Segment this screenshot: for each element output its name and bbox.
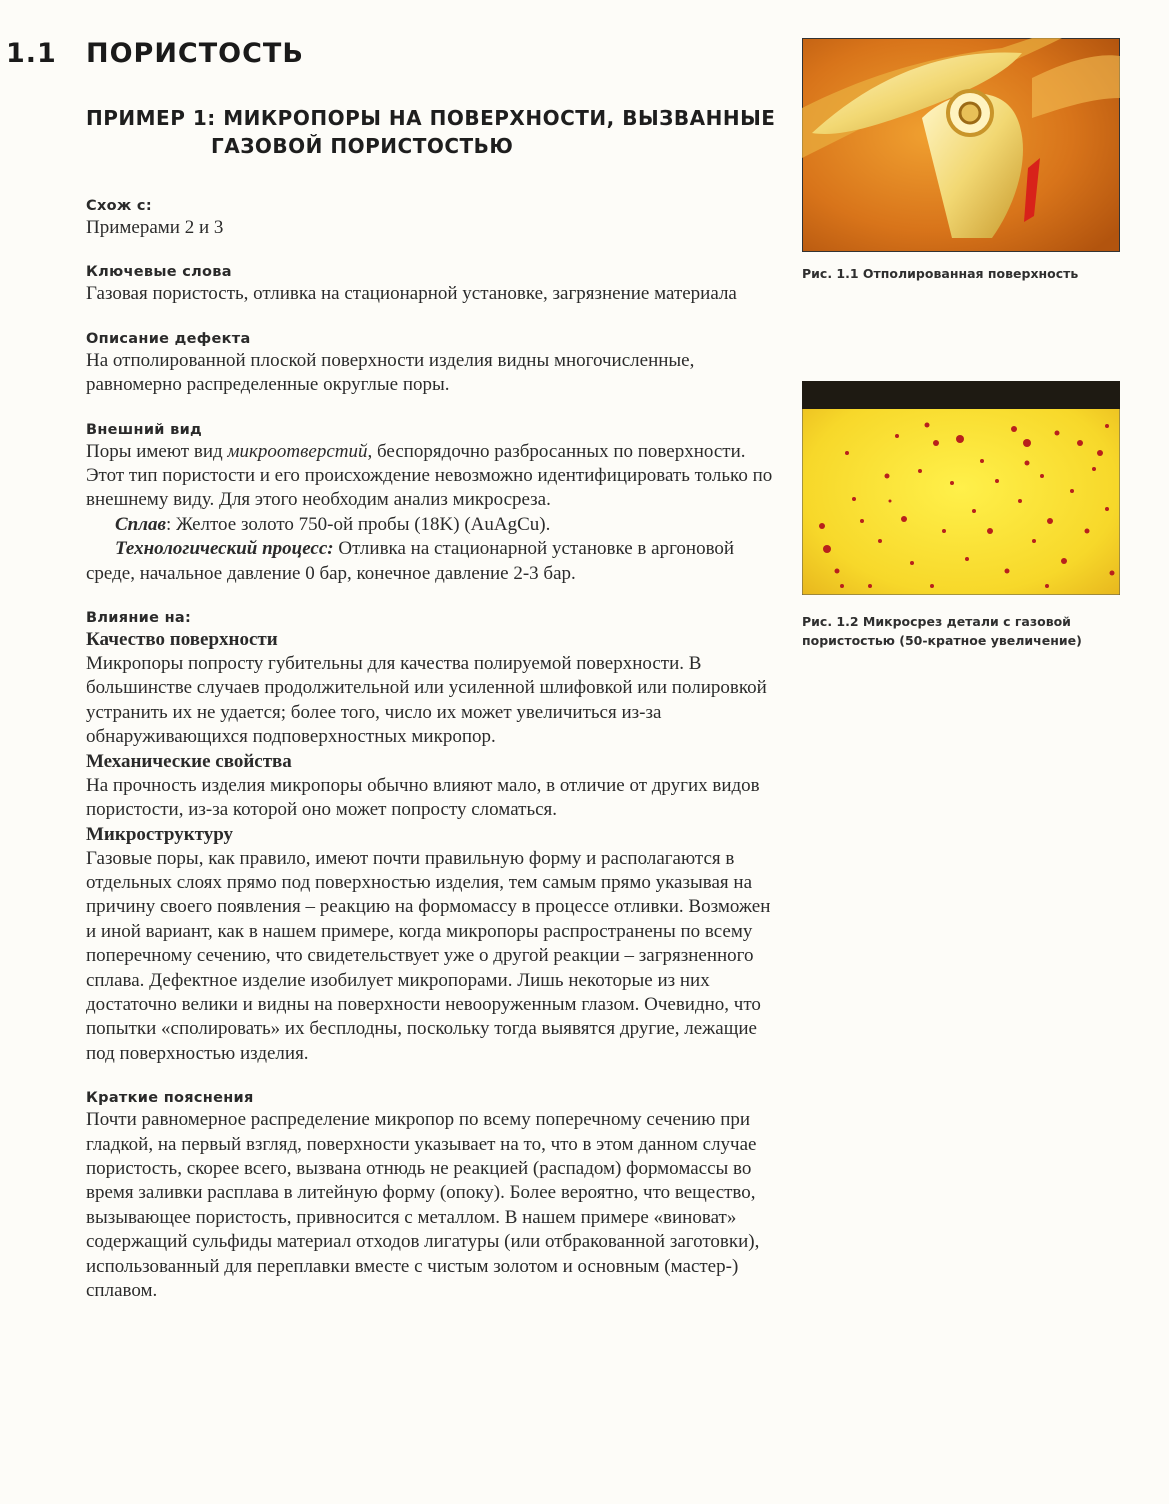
example-title-line2: ГАЗОВОЙ ПОРИСТОСТЬЮ (211, 134, 514, 158)
example-title-line1: ПРИМЕР 1: МИКРОПОРЫ НА ПОВЕРХНОСТИ, ВЫЗВАННЫЕ (86, 106, 776, 130)
figure-2-caption: Рис. 1.2 Микросрез детали с газовой пористостью (50-кратное увеличение) (802, 614, 1082, 648)
example-title (86, 104, 786, 160)
description-heading: Описание дефекта (86, 330, 251, 347)
keywords-text: Газовая пористость, отливка на стационарной установке, загрязнение материала (86, 283, 737, 305)
process-line (86, 537, 776, 586)
alloy-text: : Желтое золото 750-ой пробы (18K) (AuAgCu). (165, 513, 551, 535)
appearance-text-italic: микроотверстий (227, 440, 368, 462)
main-text (86, 196, 776, 1303)
similar-heading: Схож с: (86, 198, 152, 214)
process-label: Технологический процесс: (115, 538, 334, 560)
mechanical-text: На прочность изделия микропоры обычно влияют мало, в отличие от других видов пористости, из-за которой оно может попросту сломаться. (86, 774, 760, 821)
summary-heading: Краткие пояснения (86, 1090, 254, 1107)
appearance-text-a: Поры имеют вид (86, 440, 228, 462)
appearance-heading: Внешний вид (86, 421, 203, 438)
mechanical-heading: Механические свойства (86, 750, 292, 772)
surface-text: Микропоры попросту губительны для качества полируемой поверхности. В большинстве случаев продолжительной или усиленной шлифовкой или полировкой устранить их не удается; более того, число их может увеличиться из-за обнаруживающихся подповерхностных микропор. (86, 653, 767, 748)
alloy-line (86, 513, 776, 537)
summary-text: Почти равномерное распределение микропор по всему поперечному сечению при гладкой, на первый взгляд, поверхности указывает на то, что в этом данном случае пористость, скорее всего, вызвана отнюдь не реакцией (распадом) формомассы во время заливки расплава в литейную форму (опоку). Более вероятно, что вещество, вызывающее пористость, привносится с металлом. В нашем примере «виноват» содержащий сульфиды материал отходов лигатуры (или отбракованной заготовки), использованный для переплавки вместе с чистым золотом и основным (мастер-) сплавом. (86, 1109, 760, 1301)
section-number: 1.1 (6, 38, 57, 69)
figure-1-polished-surface-photo (802, 38, 1120, 252)
description-text: На отполированной плоской поверхности изделия видны многочисленные, равномерно распределенные округлые поры. (86, 349, 695, 396)
section-title: ПОРИСТОСТЬ (86, 38, 304, 69)
keywords-heading: Ключевые слова (86, 264, 232, 281)
similar-text: Примерами 2 и 3 (86, 217, 224, 238)
influence-heading: Влияние на: (86, 610, 192, 627)
figure-1-caption: Рис. 1.1 Отполированная поверхность (802, 266, 1079, 281)
surface-heading: Качество поверхности (86, 629, 278, 651)
appearance-text (86, 440, 776, 513)
process-text: Отливка на стационарной установке в аргоновой среде, начальное давление 0 бар, конечное давление 2-3 бар. (86, 538, 735, 584)
microstructure-heading: Микроструктуру (86, 823, 234, 845)
figure-2-microsection-photo (802, 381, 1120, 595)
microstructure-text: Газовые поры, как правило, имеют почти правильную форму и располагаются в отдельных слоях прямо под поверхностью изделия, тем самым прямо указывая на причину своего появления – реакцию на формомассу в процессе отливки. Возможен и иной вариант, как в нашем примере, когда микропоры распространены по всему поперечному сечению, что свидетельствует уже о другой реакции – загрязненного сплава. Дефектное изделие изобилует микропорами. Лишь некоторые из них достаточно велики и видны на поверхности невооруженным глазом. Очевидно, что попытки «сполировать» их бесплодны, поскольку тогда выявятся другие, лежащие под поверхностью изделия. (86, 847, 771, 1064)
alloy-label: Сплав (115, 513, 166, 535)
appearance-text-b: , беспорядочно разбросанных по поверхности. Этот тип пористости и его происхождение невозможно идентифицировать только по внешнему виду. Для этого необходим анализ микросреза. (86, 440, 773, 511)
